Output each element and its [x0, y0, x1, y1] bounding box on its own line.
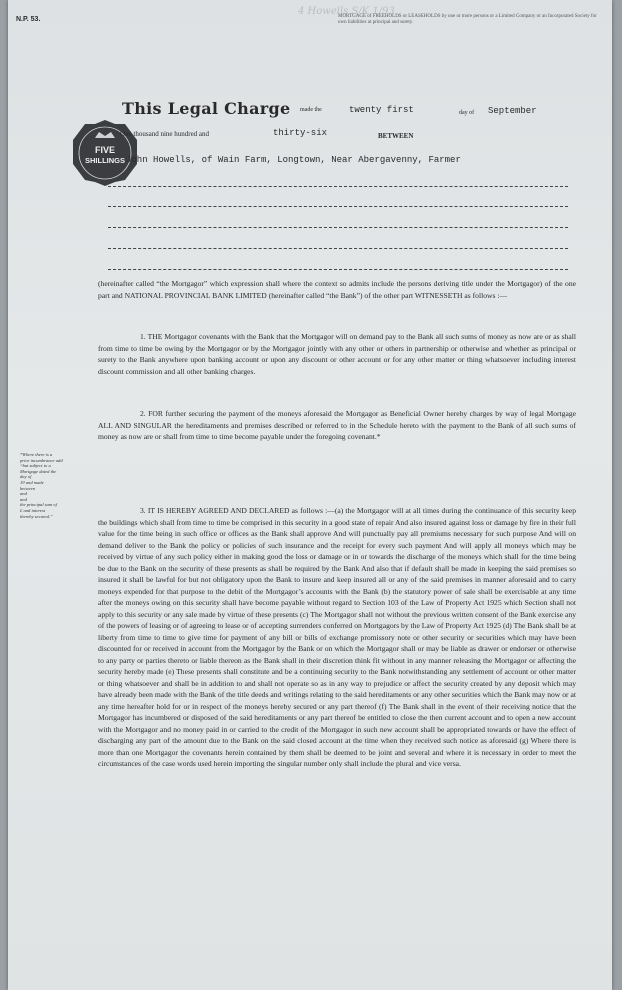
blank-line [108, 248, 568, 249]
form-number: N.P. 53. [16, 16, 41, 23]
deed-day: twenty first [349, 105, 414, 115]
blank-line [108, 206, 568, 207]
margin-note: *Where there is a prior incumbrance add “but subject to a Mortgage dated the day of 19 and made between and and the principal sum of £ and interest thereby secured.” [20, 452, 63, 519]
blank-line [108, 186, 568, 187]
stamp-line2: SHILLINGS [84, 156, 126, 165]
form-header-note: MORTGAGE of FREEHOLDS or LEASEHOLDS by one or more persons or a Limited Company or an Incorporated Society for own liabilities at principal and surety. [338, 14, 597, 25]
clause-2: 2. FOR further securing the payment of the moneys aforesaid the Mortgagor as Beneficial Owner hereby charges by way of legal Mortgage ALL AND SINGULAR the hereditaments and premises described or referred to in the Schedule hereto with the payment to the Bank of all such sums of money as now are or shall from time to time become payable under the foregoing covenant.* [98, 409, 576, 441]
year-prefix-label: One thousand nine hundred and [120, 130, 210, 138]
mortgagor-party: John Howells, of Wain Farm, Longtown, Near Abergavenny, Farmer [126, 155, 461, 165]
between-label: BETWEEN [378, 132, 414, 140]
intro-paragraph: (hereinafter called “the Mortgagor” which expression shall where the context so admits include the persons deriving title under the Mortgagor) of the one part and NATIONAL PROVINCIAL BANK LIMITED (hereinafter called “the Bank”) of the other part WITNESSETH as follows :— [98, 279, 576, 300]
pencil-annotation: 4 Howells S/K 1/93 [298, 6, 395, 17]
blank-line [108, 269, 568, 270]
clause-3: 3. IT IS HEREBY AGREED AND DECLARED as follows :—(a) the Mortgagor will at all times during the continuance of this security keep the buildings which shall from time to time be comprised in this security in a good state of repair And also insured against loss or damage by fire in their full value for the time being in such office or offices as the Bank shall approve And will punctually pay all premiums necessary for such purpose And will on demand deliver to the Bank the policy or policies of such insurance and the receipt for every such payment And will apply all moneys which may be received by virtue of any such policy either in making good the loss or damage or in or towards the discharge of the moneys which shall for the time being be due to the Bank on the security of these presents as shall be required by the Bank And also that if default shall be made in keeping the said premises so insured it shall be lawful for but not obligatory upon the Bank to insure and keep insured all or any of the said premises in manner aforesaid and to carry moneys expended for that purpose to the debit of the Mortgagor’s accounts with the Bank (b) the statutory power of sale shall be exercisable at any time after the moneys owing on this security shall have become payable without regard to Section 103 of the Law of Property Act 1925 which Section shall not apply to this security or any sale made by virtue of these presents (c) The Mortgagor shall not without the previous written consent of the Bank exercise any of the powers of leasing or of agreeing to lease or of accepting surrenders conferred on Mortgagors by the Law of Property Act 1925 (d) The Bank shall be at liberty from time to time to give time for payment of any bill or bills of exchange promissory note or other security or securities which may have been discounted for or received in account from the Mortgagor by the Bank or on which the Mortgagor shall or may be liable as drawer or endorser or otherwise to any party or parties thereto or liable thereon as the Bank shall in their discretion think fit without in any manner releasing the Mortgagor or affecting the security hereby made (e) These presents shall constitute and be a continuing security to the Bank notwithstanding any settlement of account or other matter or thing whatsoever and shall be in addition to and shall not operate so as in any way to prejudice or affect the security created by any deposit which may have already been made with the Bank of the title deeds and writings relating to the said hereditaments or any other securities which the Bank may now or at any time hereafter hold for or in respect of the moneys hereby secured or any part thereof (f) The Bank shall in the event of their receiving notice that the Mortgagor has incumbered or disposed of the said hereditaments or any part thereof be entitled to close the then current account and to open a new account with the Mortgagor and no money paid in or carried to the credit of the Mortgagor in such new account shall be appropriated towards or have the effect of discharging any part of the amount due to the Bank on the said closed account at the time when they received such notice as aforesaid (g) Where there is more than one Mortgagor the covenants herein contained by them shall be deemed to be joint and several and where it is necessary in order to meet the circumstances of the case words used herein importing the singular number only shall include the plural and vice versa. [98, 506, 576, 768]
document-title: This Legal Charge [122, 99, 291, 118]
blank-line [108, 227, 568, 228]
stamp-line1: FIVE [94, 145, 116, 155]
made-the-label: made the [300, 107, 322, 113]
day-of-label: day of [459, 110, 475, 116]
clause-1: 1. THE Mortgagor covenants with the Bank that the Mortgagor will on demand pay to the Bank all such sums of money as now are or as shall from time to time be owing by the Mortgagor or by the Mortgagor jointly with any other or others in partnership or otherwise and whether as principal or surety to the Bank anywhere upon banking account or upon any discount or other account or for any other matter or thing whatsoever including interest discount commission and all other banking charges. [98, 332, 576, 376]
deed-month: September [488, 106, 537, 116]
five-shillings-stamp-icon [70, 118, 140, 188]
deed-year: thirty-six [273, 128, 328, 138]
legal-charge-document [8, 0, 612, 990]
